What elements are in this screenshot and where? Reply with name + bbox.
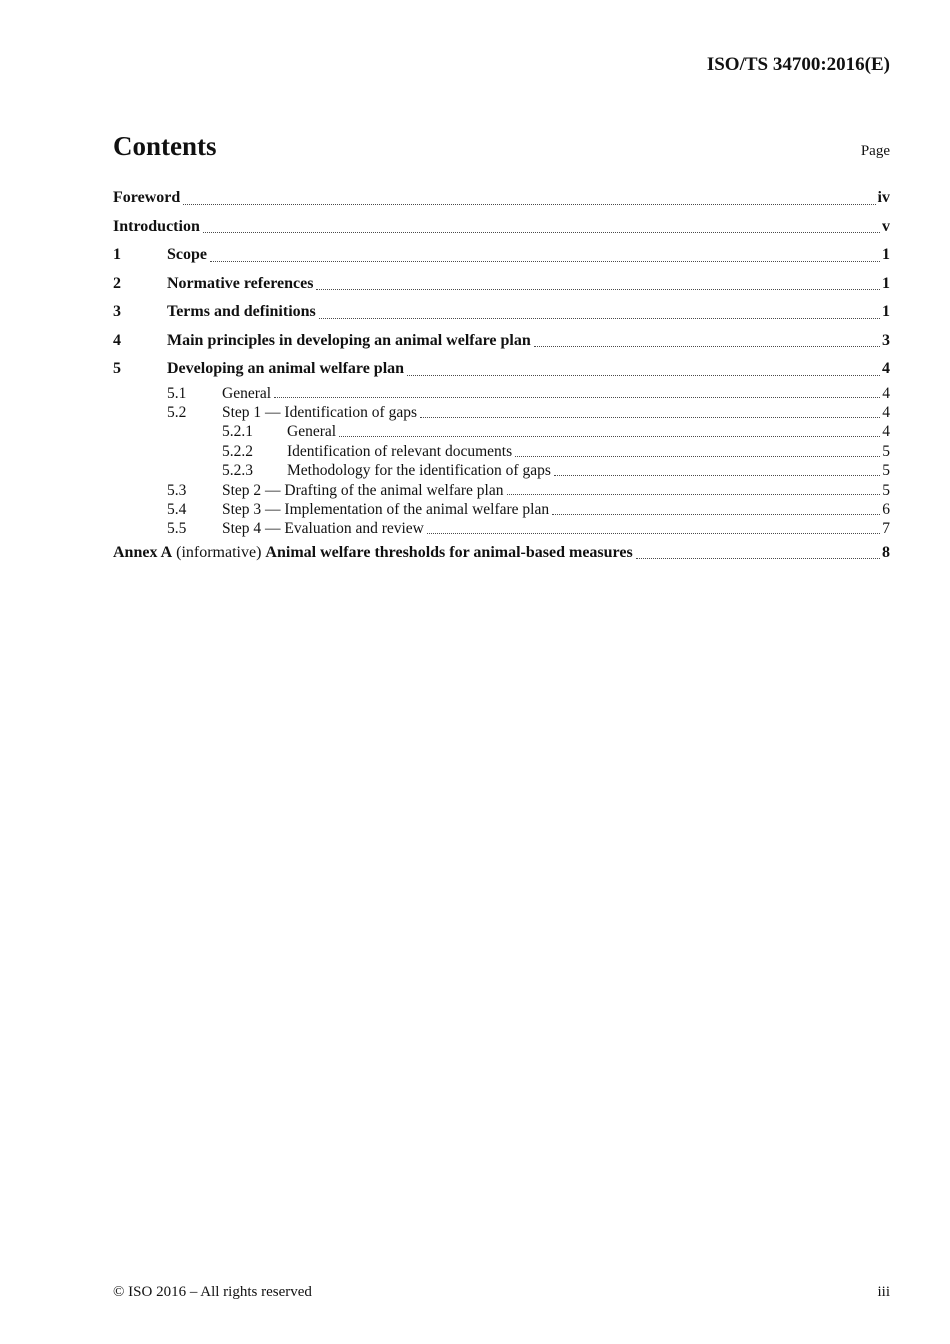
toc-entry-label: Introduction [113, 217, 200, 235]
toc-leader-dots [274, 397, 880, 398]
toc-entry-label: General [287, 423, 337, 441]
toc-entry-page: 1 [882, 274, 890, 292]
toc-entry-page: 4 [882, 384, 890, 402]
page-footer [113, 1283, 890, 1301]
toc-entry-number: 5.2.1 [222, 423, 253, 441]
toc-entry-number: 2 [113, 274, 121, 292]
toc-entry-number: 5.3 [167, 481, 187, 499]
toc-entry-label-part: Animal welfare thresholds for animal-based measures [265, 543, 633, 561]
toc-leader-dots [420, 417, 880, 418]
toc-entry-label: Foreword [113, 189, 181, 206]
toc-entry-number: 5.2.2 [222, 442, 253, 460]
toc-entry-page: iv [877, 189, 890, 206]
toc-entry-label-part: Annex A [113, 543, 173, 561]
toc-leader-dots [316, 289, 880, 290]
toc-entry-label: Scope [167, 246, 207, 263]
toc-leader-dots [210, 261, 880, 262]
toc-entry-page: 5 [882, 462, 890, 480]
toc-leader-dots [534, 346, 880, 347]
toc-entry-label: Main principles in developing an animal welfare plan [167, 331, 531, 349]
toc-entry-label: Step 2 — Drafting of the animal welfare plan [222, 481, 504, 499]
contents-title-row [113, 130, 890, 162]
toc-entry-label: Step 1 — Identification of gaps [222, 403, 417, 421]
toc-entry-label: General [222, 384, 272, 402]
toc-entry-label: Methodology for the identification of gaps [287, 462, 551, 480]
toc-entry[interactable] [113, 442, 890, 461]
toc-entry-number: 5.5 [167, 520, 187, 538]
toc-entry[interactable] [113, 355, 890, 384]
contents-title: Contents [113, 131, 217, 161]
toc-entry-number: 5.1 [167, 384, 187, 402]
toc-entry-page: 1 [882, 303, 890, 320]
toc-entry-page: 8 [882, 543, 890, 561]
page-column-label: Page [860, 143, 890, 159]
document-reference: ISO/TS 34700:2016(E) [706, 54, 890, 75]
folio-page-number: iii [877, 1284, 890, 1300]
toc-leader-dots [554, 475, 880, 476]
toc-entry[interactable] [113, 422, 890, 441]
copyright-notice: © ISO 2016 – All rights reserved [113, 1284, 312, 1300]
toc-leader-dots [427, 533, 880, 534]
toc-leader-dots [183, 204, 875, 205]
toc-leader-dots [407, 375, 880, 376]
toc-entry-number: 5 [113, 360, 121, 377]
toc-entry-label: Normative references [167, 274, 314, 292]
toc-entry-number: 5.2.3 [222, 462, 253, 480]
toc-entry-number: 3 [113, 303, 121, 320]
toc-entry-number: 5.2 [167, 403, 187, 421]
toc-entry-page: 5 [882, 481, 890, 499]
toc-entry-page: 5 [882, 442, 890, 460]
toc-leader-dots [552, 514, 880, 515]
toc-entry[interactable] [113, 213, 890, 242]
table-of-contents [113, 184, 890, 567]
toc-entry-label: Step 3 — Implementation of the animal welfare plan [222, 500, 550, 518]
toc-leader-dots [339, 436, 880, 437]
toc-entry-label: Step 4 — Evaluation and review [222, 520, 424, 538]
toc-entry[interactable] [113, 384, 890, 403]
toc-entry-label-part: (informative) [172, 543, 266, 561]
toc-entry-page: 4 [882, 360, 890, 377]
toc-entry-number: 5.4 [167, 500, 187, 518]
toc-entry[interactable] [113, 500, 890, 519]
page-header [113, 54, 890, 76]
toc-entry-label: Developing an animal welfare plan [167, 360, 405, 377]
toc-leader-dots [203, 232, 880, 233]
toc-entry-page: 1 [882, 246, 890, 263]
toc-entry-number: 1 [113, 246, 121, 263]
toc-entry-page: 7 [882, 520, 890, 538]
toc-entry[interactable] [113, 403, 890, 422]
toc-entry-page: 6 [882, 500, 890, 518]
toc-entry[interactable] [113, 539, 890, 568]
toc-entry[interactable] [113, 327, 890, 356]
toc-entry-page: 4 [882, 423, 890, 441]
toc-leader-dots [507, 494, 881, 495]
toc-entry-label: Identification of relevant documents [287, 442, 513, 460]
toc-entry[interactable] [113, 184, 890, 213]
toc-entry-page: 3 [882, 331, 890, 349]
toc-entry[interactable] [113, 298, 890, 327]
toc-entry[interactable] [113, 270, 890, 299]
toc-entry[interactable] [113, 461, 890, 480]
toc-leader-dots [319, 318, 880, 319]
toc-entry[interactable] [113, 519, 890, 538]
toc-leader-dots [636, 558, 880, 559]
toc-entry-label: Terms and definitions [167, 303, 316, 320]
toc-entry-page: v [882, 217, 890, 235]
toc-entry-page: 4 [882, 403, 890, 421]
toc-entry-number: 4 [113, 331, 121, 349]
toc-entry[interactable] [113, 241, 890, 270]
toc-leader-dots [515, 456, 880, 457]
toc-entry[interactable] [113, 481, 890, 500]
toc-entry-label [113, 539, 633, 568]
